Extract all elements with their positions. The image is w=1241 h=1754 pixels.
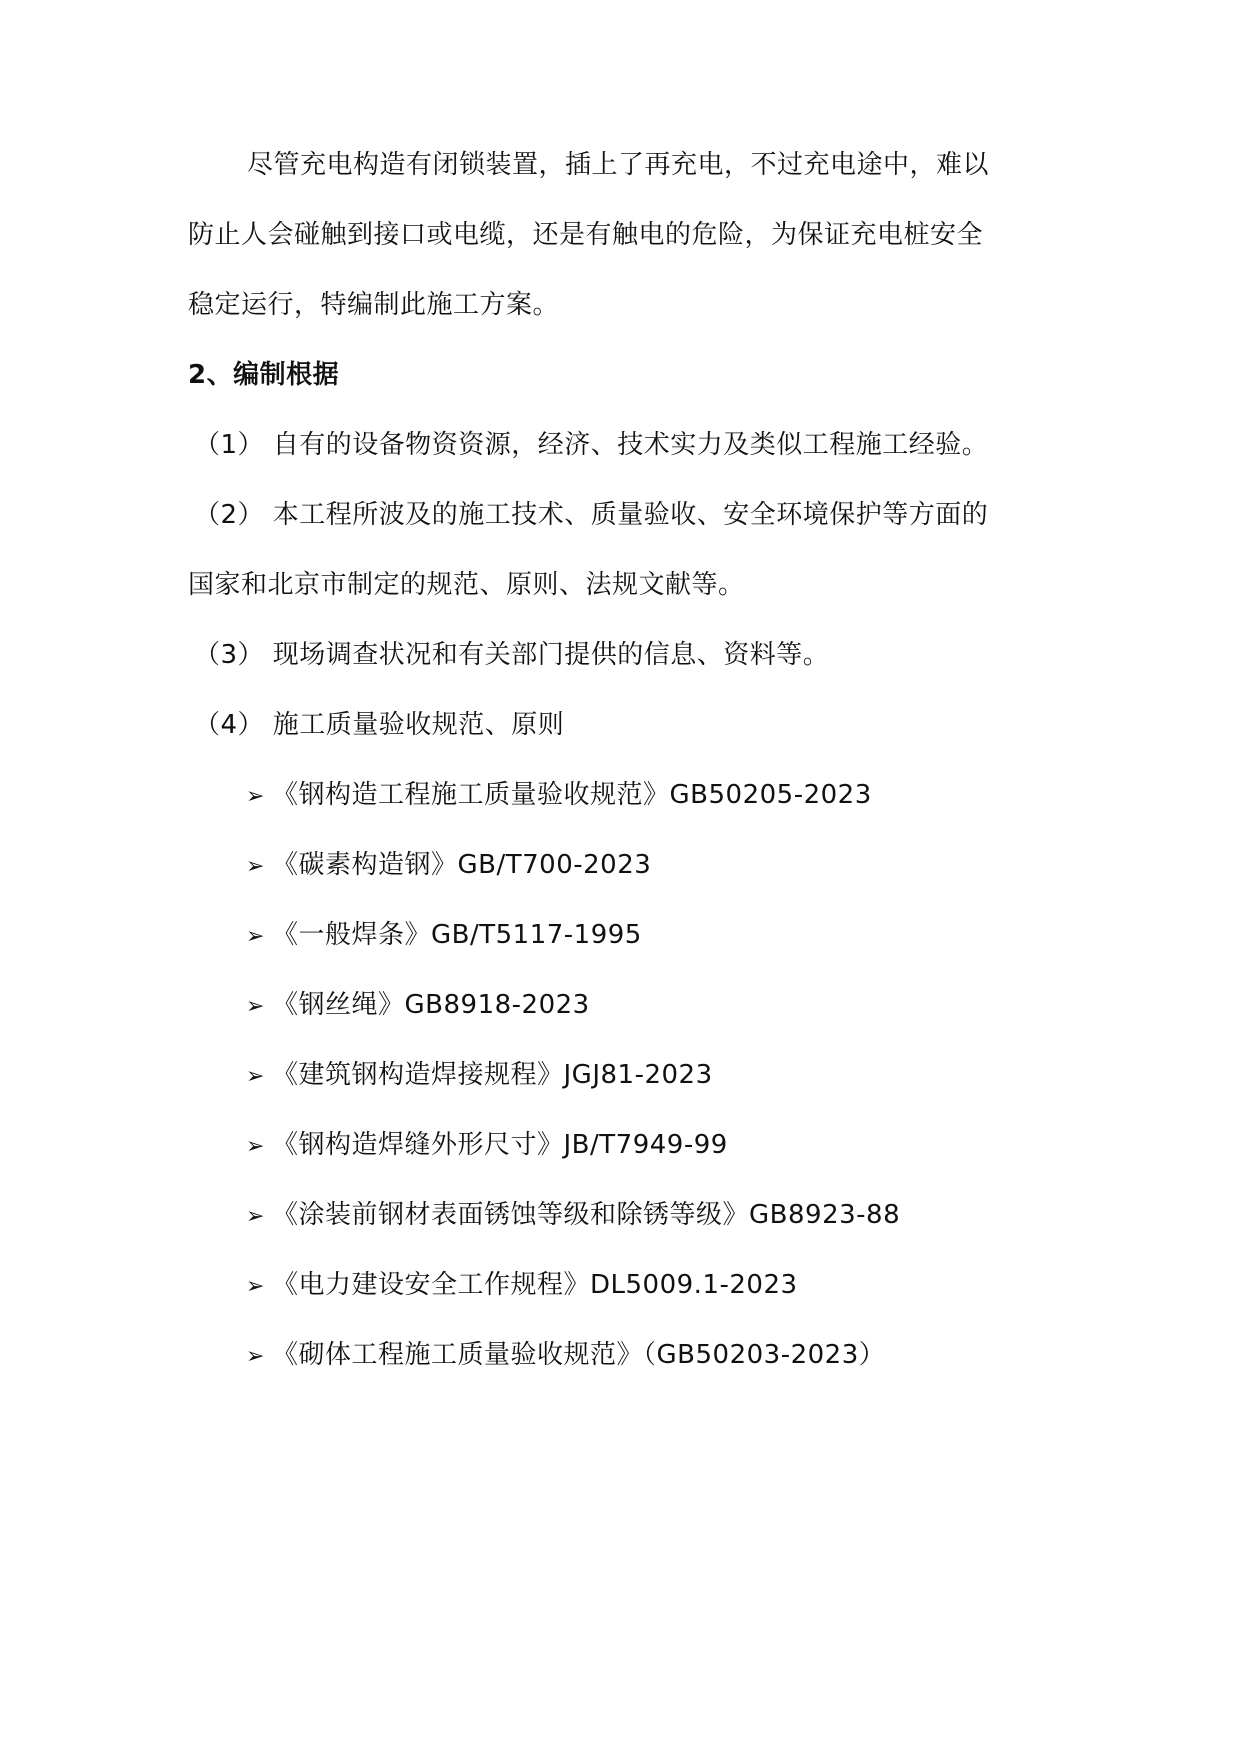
arrow-bullet-icon: ➢ bbox=[246, 1064, 265, 1089]
arrow-bullet-icon: ➢ bbox=[246, 1274, 265, 1299]
standard-item bbox=[246, 1267, 798, 1305]
standard-text: 《钢构造工程施工质量验收规范》GB50205-2023 bbox=[272, 780, 872, 810]
arrow-bullet-icon: ➢ bbox=[246, 1204, 265, 1229]
standard-item bbox=[246, 1197, 900, 1235]
arrow-bullet-icon: ➢ bbox=[246, 1344, 265, 1369]
intro-line-3: 稳定运行，特编制此施工方案。 bbox=[188, 290, 560, 320]
intro-line-2: 防止人会碰触到接口或电缆，还是有触电的危险，为保证充电桩安全 bbox=[188, 220, 984, 250]
basis-item-1: （1） 自有的设备物资资源，经济、技术实力及类似工程施工经验。 bbox=[194, 430, 989, 460]
standard-text: 《一般焊条》GB/T5117-1995 bbox=[272, 920, 642, 950]
standard-text: 《电力建设安全工作规程》DL5009.1-2023 bbox=[272, 1270, 798, 1300]
standard-text: 《碳素构造钢》GB/T700-2023 bbox=[272, 850, 652, 880]
standard-text: 《建筑钢构造焊接规程》JGJ81-2023 bbox=[272, 1060, 713, 1090]
arrow-bullet-icon: ➢ bbox=[246, 1134, 265, 1159]
standard-item bbox=[246, 1057, 713, 1095]
standard-item bbox=[246, 987, 590, 1025]
basis-item-2: （2） 本工程所波及的施工技术、质量验收、安全环境保护等方面的 bbox=[194, 500, 989, 530]
basis-item-4: （4） 施工质量验收规范、原则 bbox=[194, 710, 565, 740]
standard-item bbox=[246, 917, 642, 955]
standard-item bbox=[246, 847, 651, 885]
arrow-bullet-icon: ➢ bbox=[246, 924, 265, 949]
section-heading: 2、编制根据 bbox=[188, 360, 340, 390]
standard-text: 《钢构造焊缝外形尺寸》JB/T7949-99 bbox=[272, 1130, 728, 1160]
arrow-bullet-icon: ➢ bbox=[246, 994, 265, 1019]
standard-text: 《涂装前钢材表面锈蚀等级和除锈等级》GB8923-88 bbox=[272, 1200, 901, 1230]
standard-item bbox=[246, 1337, 885, 1375]
arrow-bullet-icon: ➢ bbox=[246, 854, 265, 879]
basis-item-3: （3） 现场调查状况和有关部门提供的信息、资料等。 bbox=[194, 640, 830, 670]
arrow-bullet-icon: ➢ bbox=[246, 784, 265, 809]
standard-item bbox=[246, 1127, 728, 1165]
standard-text: 《砌体工程施工质量验收规范》（GB50203-2023） bbox=[272, 1340, 886, 1370]
basis-item-2-continued: 国家和北京市制定的规范、原则、法规文献等。 bbox=[188, 570, 745, 600]
standard-item bbox=[246, 777, 872, 815]
intro-line-1: 尽管充电构造有闭锁装置，插上了再充电，不过充电途中，难以 bbox=[247, 150, 990, 180]
standard-text: 《钢丝绳》GB8918-2023 bbox=[272, 990, 590, 1020]
